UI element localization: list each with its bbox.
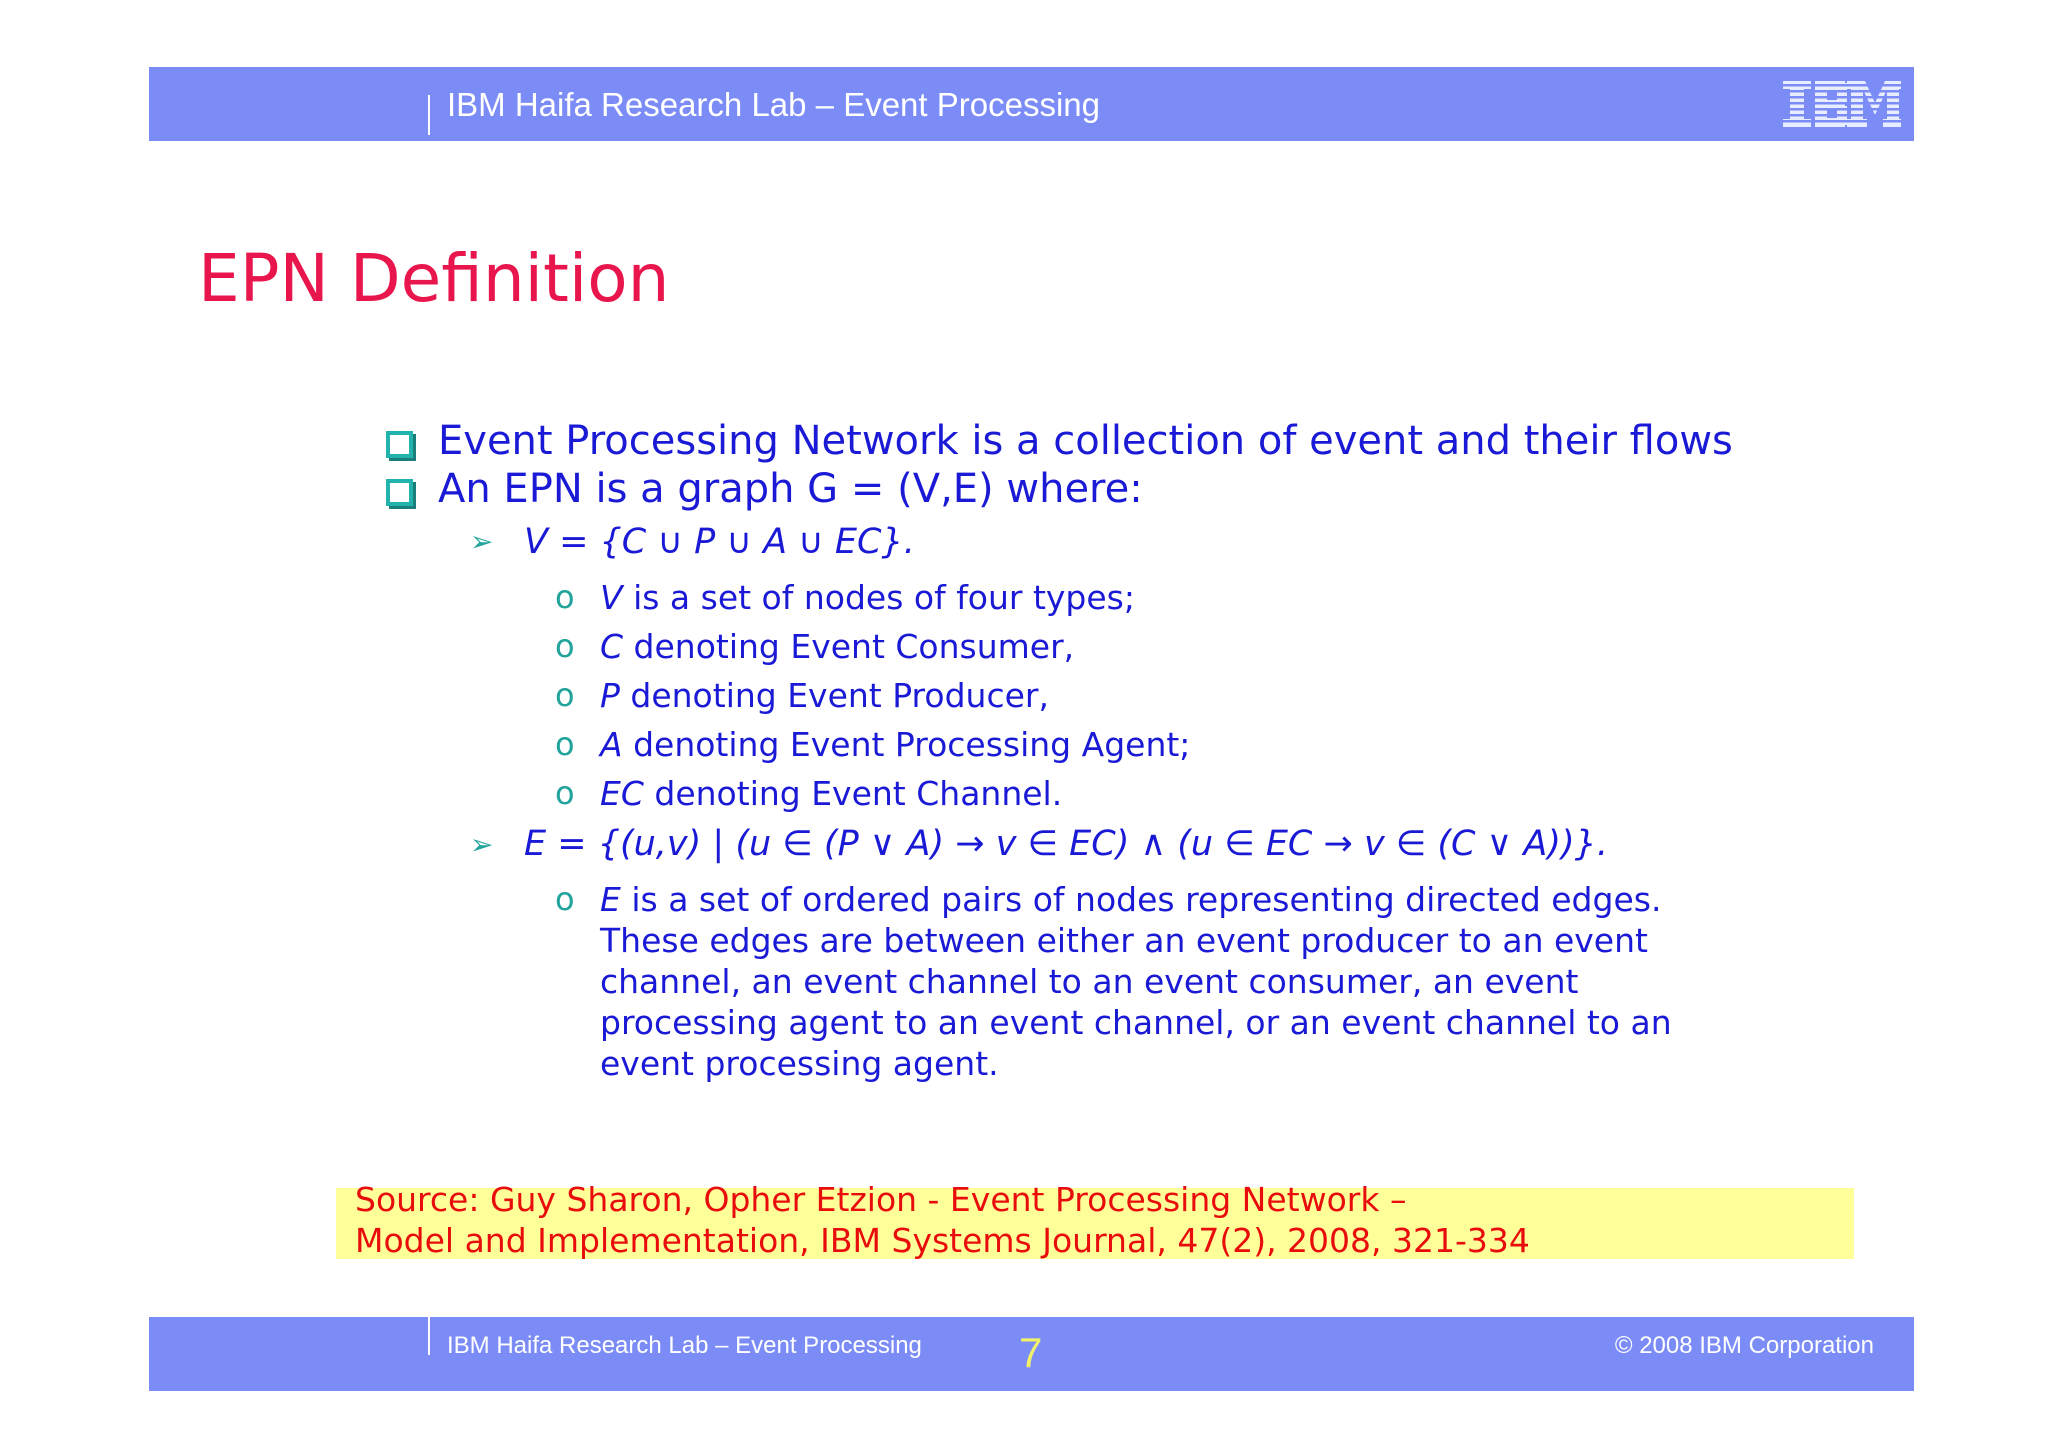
header-band — [149, 67, 1914, 141]
ibm-logo-icon — [1781, 79, 1901, 129]
page-number: 7 — [1019, 1329, 1043, 1376]
e-item-line: channel, an event channel to an event consumer, an event — [600, 962, 1579, 1001]
e-item-line: processing agent to an event channel, or an event channel to an — [600, 1003, 1672, 1042]
v-item: EC denoting Event Channel. — [600, 774, 1063, 813]
e-definition: E = {(u,v) | (u ∈ (P ∨ A) → v ∈ EC) ∧ (u ∈ EC → v ∈ (C ∨ A))}. — [524, 824, 1609, 864]
footer-band — [149, 1317, 1914, 1391]
v-item: A denoting Event Processing Agent; — [600, 725, 1191, 764]
e-item-line: E is a set of ordered pairs of nodes representing directed edges. — [600, 880, 1662, 919]
arrow-bullet-icon: ➢ — [470, 525, 494, 558]
header-title: IBM Haifa Research Lab – Event Processing — [447, 86, 1100, 123]
circle-bullet-icon: o — [555, 578, 575, 616]
source-line: Model and Implementation, IBM Systems Journal, 47(2), 2008, 321-334 — [355, 1221, 1530, 1260]
circle-bullet-icon: o — [555, 880, 575, 918]
bullet-2: An EPN is a graph G = (V,E) where: — [438, 466, 1143, 512]
footer-title: IBM Haifa Research Lab – Event Processing — [447, 1332, 922, 1359]
circle-bullet-icon: o — [555, 725, 575, 763]
v-item: V is a set of nodes of four types; — [600, 578, 1135, 617]
footer-divider — [428, 1317, 430, 1355]
square-bullet-icon — [386, 479, 413, 506]
e-item-line: event processing agent. — [600, 1044, 999, 1083]
e-item-line: These edges are between either an event producer to an event — [600, 921, 1648, 960]
slide-title: EPN Definition — [198, 240, 670, 317]
source-line: Source: Guy Sharon, Opher Etzion - Event Processing Network – — [355, 1180, 1407, 1219]
circle-bullet-icon: o — [555, 627, 575, 665]
circle-bullet-icon: o — [555, 676, 575, 714]
bullet-1: Event Processing Network is a collection of event and their flows — [438, 418, 1733, 464]
square-bullet-icon — [386, 431, 413, 458]
circle-bullet-icon: o — [555, 774, 575, 812]
header-divider — [428, 95, 430, 135]
v-item: P denoting Event Producer, — [600, 676, 1049, 715]
arrow-bullet-icon: ➢ — [470, 828, 494, 861]
v-item: C denoting Event Consumer, — [600, 627, 1075, 666]
copyright: © 2008 IBM Corporation — [1614, 1332, 1874, 1359]
v-definition: V = {C ∪ P ∪ A ∪ EC}. — [524, 522, 915, 562]
